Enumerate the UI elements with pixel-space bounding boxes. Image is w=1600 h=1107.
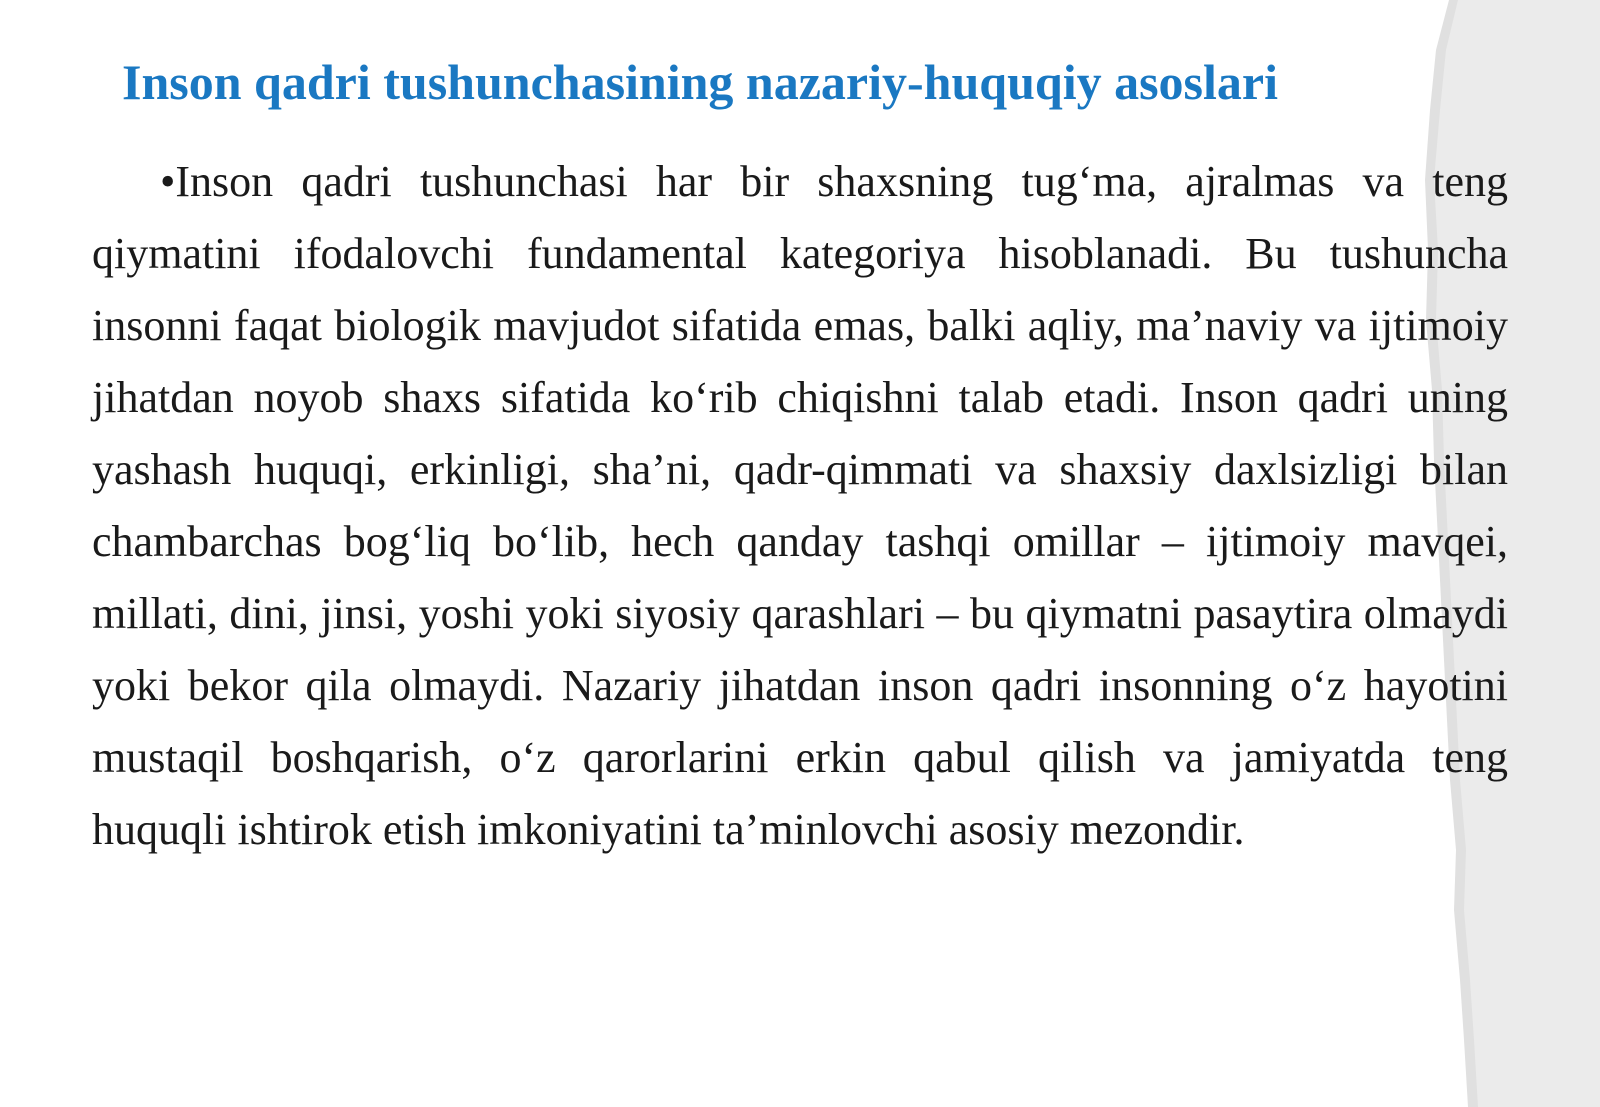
bullet-marker: • xyxy=(160,157,176,206)
paragraph-text: Inson qadri tushunchasi har bir shaxsning tug‘ma, ajralmas va teng qiymatini ifodalovchi fundamental kategoriya hisoblanadi. Bu tushuncha insonni faqat biologik mavjudot sifatida emas, balki aqliy, ma’naviy va ijtimoiy jihatdan noyob shaxs sifatida ko‘rib chiqishni talab etadi. Inson qadri uning yashash huquqi, erkinligi, sha’ni, qadr-qimmati va shaxsiy daxlsizligi bilan chambarchas bog‘liq bo‘lib, hech qanday tashqi omillar – ijtimoiy mavqei, millati, dini, jinsi, yoshi yoki siyosiy qarashlari – bu qiymatni pasaytira olmaydi yoki bekor qila olmaydi. Nazariy jihatdan inson qadri insonning o‘z hayotini mustaqil boshqarish, o‘z qarorlarini erkin qabul qilish va jamiyatda teng huquqli ishtirok etish imkoniyatini ta’minlovchi asosiy mezondir. xyxy=(92,157,1508,854)
body-paragraph xyxy=(92,146,1508,866)
slide-title: Inson qadri tushunchasining nazariy-huquqiy asoslari xyxy=(122,54,1278,110)
